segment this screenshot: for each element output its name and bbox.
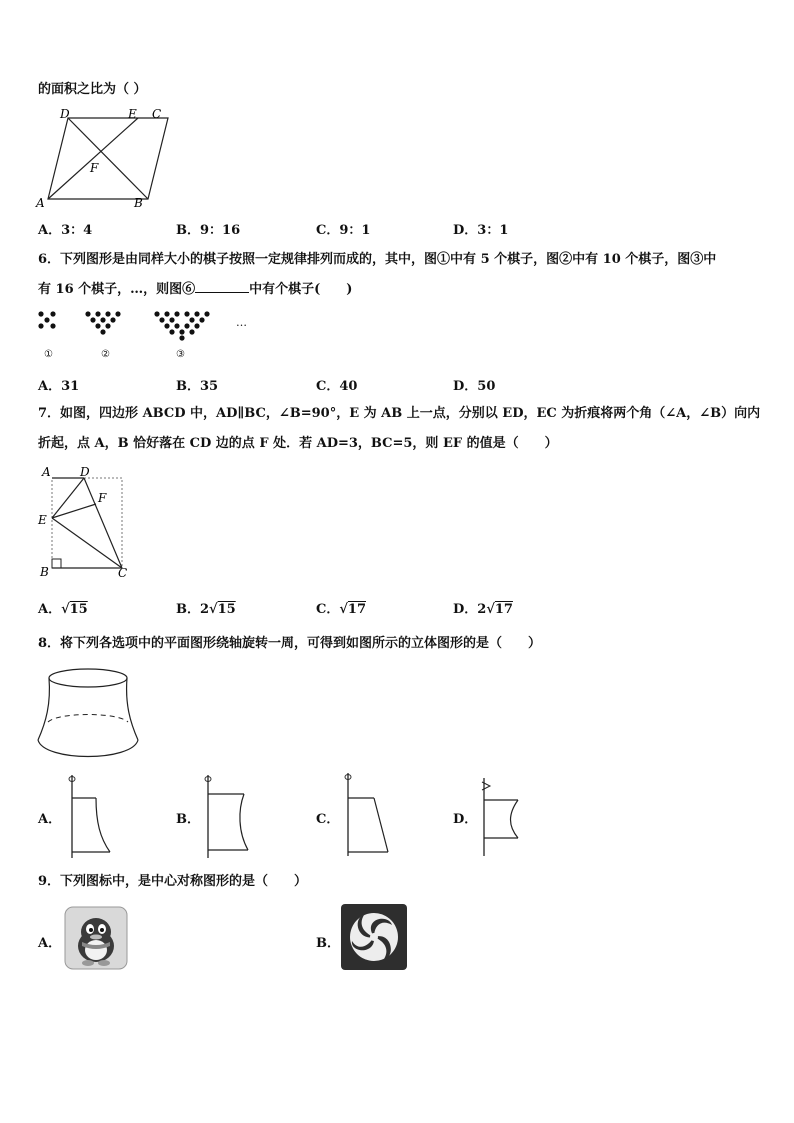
q5-label-A: A (36, 196, 45, 210)
q8-option-d[interactable]: D． (453, 812, 478, 827)
penguin-icon[interactable] (64, 906, 128, 970)
q6-option-b[interactable]: B．35 (176, 379, 219, 394)
swirl-icon[interactable] (340, 903, 408, 971)
q7-option-b-radicand: 15 (217, 602, 236, 617)
q6-ellipsis: … (236, 316, 247, 329)
q6-chess-pattern-2 (83, 310, 129, 338)
q5-option-b[interactable]: B．9：16 (176, 223, 241, 238)
q7-label-C: C (118, 566, 128, 580)
q9-line1: 9．下列图标中，是中心对称图形的是（ ） (38, 874, 308, 889)
q8-option-a[interactable]: A． (38, 812, 62, 827)
q6-option-c[interactable]: C．40 (316, 379, 358, 394)
q7-line1: 7．如图，四边形 ABCD 中，AD∥BC，∠B=90°，E 为 AB 上一点，分别以 ED，EC 为折痕将两个角（∠A，∠B）向内 (38, 406, 761, 421)
q9-option-a[interactable]: A． (38, 936, 62, 951)
q7-label-E: E (38, 513, 47, 527)
q6-line1: 6．下列图形是由同样大小的棋子按照一定规律排列而成的，其中，图①中有 5 个棋子，图②中有 10 个棋子，图③中 (38, 252, 717, 267)
q9-option-b[interactable]: B． (316, 936, 340, 951)
q8-solid-figure (36, 664, 144, 762)
q7-label-D: D (80, 465, 90, 479)
q7-option-a-radicand: 15 (69, 602, 88, 617)
q5-option-c[interactable]: C．9：1 (316, 223, 371, 238)
q6-option-d[interactable]: D．50 (453, 379, 496, 394)
q7-option-a-letter: A． (38, 602, 62, 617)
q6-label-3: ③ (176, 349, 185, 360)
q7-option-b-letter: B． (176, 602, 200, 617)
q8-option-c-figure[interactable] (338, 770, 394, 860)
q5-tail: 的面积之比为（ ） (38, 82, 147, 97)
q5-label-C: C (152, 107, 162, 121)
q6-option-a[interactable]: A．31 (38, 379, 80, 394)
q7-option-d-radicand: 17 (494, 602, 513, 617)
q5-option-a[interactable]: A．3：4 (38, 223, 93, 238)
q6-chess-pattern-3 (152, 310, 218, 344)
q6-line2-post: 中有个棋子( ) (249, 282, 353, 297)
q7-option-d-coef: 2 (477, 602, 487, 617)
sqrt-icon: √ (209, 602, 218, 617)
q8-line1: 8．将下列各选项中的平面图形绕轴旋转一周，可得到如图所示的立体图形的是（ ） (38, 636, 542, 651)
q6-line2 (38, 280, 352, 300)
q5-label-D: D (60, 107, 70, 121)
q6-label-1: ① (44, 349, 53, 360)
q5-label-E: E (128, 107, 137, 121)
q7-label-F: F (98, 491, 107, 505)
q5-parallelogram-figure (30, 106, 170, 212)
q6-label-2: ② (101, 349, 110, 360)
q7-label-B: B (40, 565, 49, 579)
q7-option-c[interactable] (316, 598, 366, 617)
q7-label-A: A (42, 465, 51, 479)
q6-chess-pattern-1 (36, 310, 60, 334)
q7-option-b-coef: 2 (200, 602, 210, 617)
q8-option-b-figure[interactable] (198, 772, 250, 862)
q5-label-F: F (90, 161, 99, 175)
q6-line2-pre: 有 16 个棋子，…，则图⑥ (38, 282, 196, 297)
sqrt-icon: √ (61, 602, 70, 617)
q5-label-B: B (134, 196, 143, 210)
q7-option-d-letter: D． (453, 602, 478, 617)
q7-option-b[interactable] (176, 598, 236, 617)
sqrt-icon: √ (339, 602, 348, 617)
sqrt-icon: √ (486, 602, 495, 617)
q7-option-c-radicand: 17 (347, 602, 366, 617)
q7-quadrilateral-figure (34, 462, 134, 582)
q7-option-d[interactable] (453, 598, 513, 617)
q7-option-a[interactable] (38, 598, 88, 617)
q7-option-c-letter: C． (316, 602, 340, 617)
q5-option-d[interactable]: D．3：1 (453, 223, 509, 238)
q8-option-a-figure[interactable] (62, 772, 112, 862)
q8-option-b[interactable]: B． (176, 812, 200, 827)
q6-answer-blank[interactable] (195, 280, 249, 293)
q8-option-d-figure[interactable] (476, 774, 524, 860)
q8-option-c[interactable]: C． (316, 812, 340, 827)
q7-line2: 折起，点 A，B 恰好落在 CD 边的点 F 处．若 AD=3，BC=5，则 EF 的值是（ ） (38, 436, 558, 451)
